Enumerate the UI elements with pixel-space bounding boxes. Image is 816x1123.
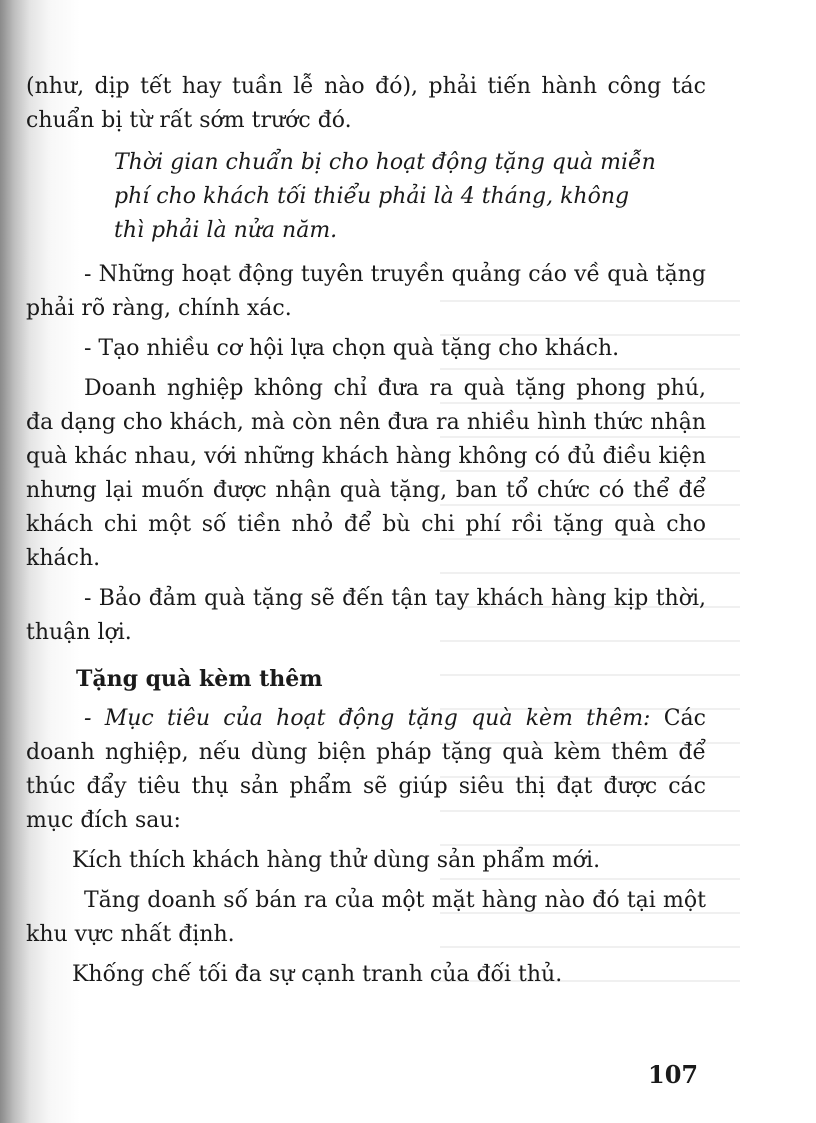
paragraph-3: - Những hoạt động tuyên truyền quảng cáo về quà tặng phải rõ ràng, chính xác. [26, 262, 706, 321]
paragraph-6: - Bảo đảm quà tặng sẽ đến tận tay khách hàng kịp thời, thuận lợi. [26, 586, 706, 645]
paragraph-10: Khống chế tối đa sự cạnh tranh của đối thủ. [72, 962, 563, 987]
paragraph-8: Kích thích khách hàng thử dùng sản phẩm mới. [72, 848, 601, 873]
section-heading: Tặng quà kèm thêm [76, 666, 323, 692]
paragraph-7-italic: - Mục tiêu của hoạt động tặng quà kèm thêm: [84, 706, 651, 731]
paragraph-4: - Tạo nhiều cơ hội lựa chọn quà tặng cho khách. [84, 336, 620, 361]
paragraph-9: Tăng doanh số bán ra của một mặt hàng nào đó tại một khu vực nhất định. [26, 888, 706, 947]
body-text [26, 70, 706, 998]
paragraph-5: Doanh nghiệp không chỉ đưa ra quà tặng phong phú, đa dạng cho khách, mà còn nên đưa ra nhiều hình thức nhận quà khác nhau, với những khách hàng không có đủ điều kiện nhưng lại muốn được nhận quà tặng, ban tổ chức có thể để khách chi một số tiền nhỏ để bù chi phí rồi tặng quà cho khách. [26, 376, 706, 571]
paragraph-7-rest: Các doanh nghiệp, nếu dùng biện pháp tặng quà kèm thêm để thúc đẩy tiêu thụ sản phẩm sẽ giúp siêu thị đạt được các mục đích sau: [26, 706, 706, 833]
paragraph-1: (như, dịp tết hay tuần lễ nào đó), phải tiến hành công tác chuẩn bị từ rất sớm trước đó. [26, 74, 706, 133]
paragraph-7 [26, 702, 706, 838]
page-number: 107 [648, 1060, 699, 1089]
emphasis-note: Thời gian chuẩn bị cho hoạt động tặng quà miễn phí cho khách tối thiểu phải là 4 tháng, không thì phải là nửa năm. [114, 150, 656, 243]
